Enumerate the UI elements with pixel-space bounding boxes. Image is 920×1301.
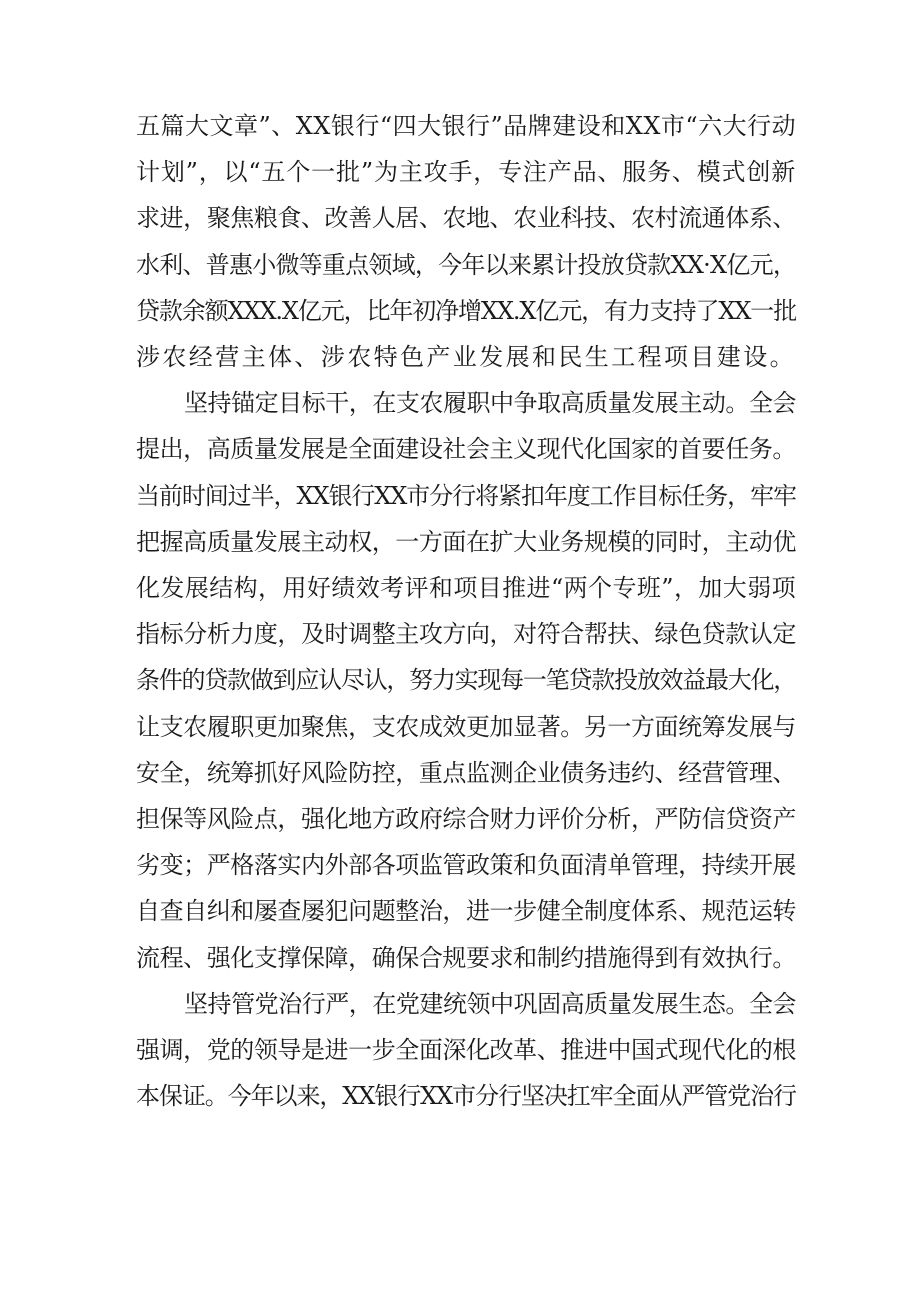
document-body bbox=[136, 103, 796, 1119]
text-line: 五篇大文章”、XX银行“四大银行”品牌建设和XX市“六大行动 bbox=[136, 112, 796, 140]
text-line: 计划”，以“五个一批”为主攻手，专注产品、服务、模式创新 bbox=[136, 158, 796, 187]
text-line-first: 坚持锚定目标干，在支农履职中争取高质量发展主动。全会 bbox=[184, 389, 796, 418]
text-line: 安全，统筹抓好风险防控，重点监测企业债务违约、经营管理、 bbox=[136, 758, 796, 787]
text-line: 水利、普惠小微等重点领域，今年以来累计投放贷款XX·X亿元， bbox=[136, 250, 796, 279]
text-line: 让支农履职更加聚焦，支农成效更加显著。另一方面统筹发展与 bbox=[136, 712, 796, 741]
text-line: 提出，高质量发展是全面建设社会主义现代化国家的首要任务。 bbox=[136, 435, 796, 464]
text-line: 把握高质量发展主动权，一方面在扩大业务规模的同时，主动优 bbox=[136, 527, 796, 556]
text-line: 流程、强化支撑保障，确保合规要求和制约措施得到有效执行。 bbox=[136, 943, 796, 972]
text-line: 条件的贷款做到应认尽认，努力实现每一笔贷款投放效益最大化， bbox=[136, 666, 796, 695]
text-line: 求进，聚焦粮食、改善人居、农地、农业科技、农村流通体系、 bbox=[136, 204, 796, 233]
text-line: 本保证。今年以来，XX银行XX市分行坚决扛牢全面从严管党治行 bbox=[136, 1082, 796, 1111]
text-line: 担保等风险点，强化地方政府综合财力评价分析，严防信贷资产 bbox=[136, 805, 796, 834]
paragraph-3 bbox=[136, 981, 796, 1120]
paragraph-2 bbox=[136, 380, 796, 981]
text-line: 贷款余额XXX.X亿元，比年初净增XX.X亿元，有力支持了XX一批 bbox=[136, 296, 796, 325]
text-line: 化发展结构，用好绩效考评和项目推进“两个专班”，加大弱项 bbox=[136, 574, 796, 603]
paragraph-1 bbox=[136, 103, 796, 380]
text-line: 指标分析力度，及时调整主攻方向，对符合帮扶、绿色贷款认定 bbox=[136, 620, 796, 649]
text-line: 自查自纠和屡查屡犯问题整治，进一步健全制度体系、规范运转 bbox=[136, 897, 796, 926]
text-line: 当前时间过半，XX银行XX市分行将紧扣年度工作目标任务，牢牢 bbox=[136, 481, 796, 510]
text-line: 涉农经营主体、涉农特色产业发展和民生工程项目建设。 bbox=[136, 343, 796, 372]
text-line: 强调，党的领导是进一步全面深化改革、推进中国式现代化的根 bbox=[136, 1036, 796, 1065]
text-line-first: 坚持管党治行严，在党建统领中巩固高质量发展生态。全会 bbox=[184, 989, 796, 1018]
text-line: 劣变；严格落实内外部各项监管政策和负面清单管理，持续开展 bbox=[136, 851, 796, 880]
